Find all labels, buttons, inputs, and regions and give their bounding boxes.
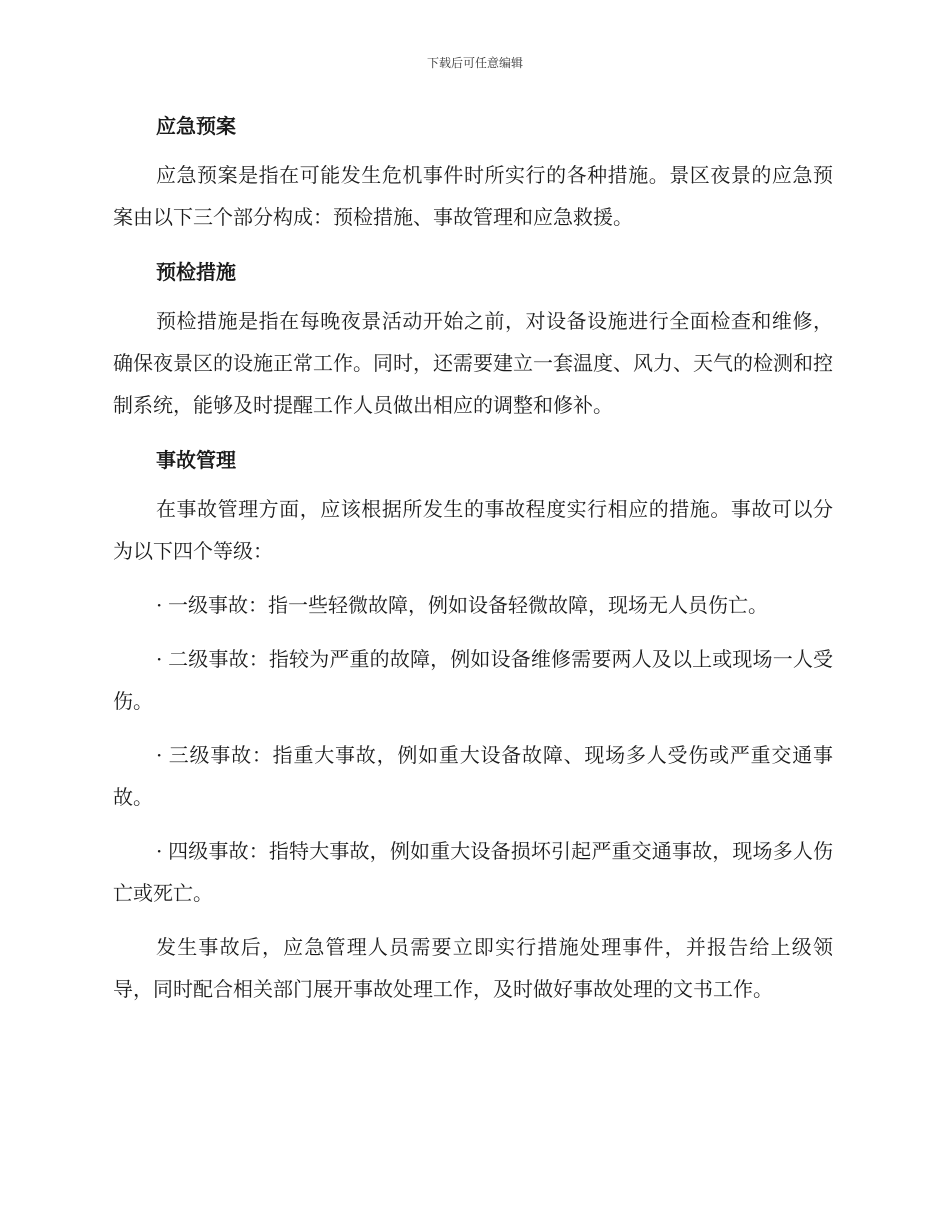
paragraph-pre-inspection: 预检措施是指在每晚夜景活动开始之前，对设备设施进行全面检查和维修，确保夜景区的设施正常工作。同时，还需要建立一套温度、风力、天气的检测和控制系统，能够及时提醒工作人员做出相应的调整和修补。 bbox=[113, 309, 833, 417]
list-item-level-1 bbox=[113, 584, 833, 626]
paragraph-emergency-plan: 应急预案是指在可能发生危机事件时所实行的各种措施。景区夜景的应急预案由以下三个部分构成：预检措施、事故管理和应急救援。 bbox=[113, 163, 833, 229]
list-item-level-2 bbox=[113, 638, 833, 722]
document-body bbox=[113, 104, 833, 1022]
bullet-icon: · bbox=[156, 593, 163, 617]
paragraph-accident-closing: 发生事故后，应急管理人员需要立即实行措施处理事件，并报告给上级领导，同时配合相关部门展开事故处理工作，及时做好事故处理的文书工作。 bbox=[113, 935, 833, 1001]
bullet-icon: · bbox=[156, 743, 163, 767]
page-header: 下载后可任意编辑 bbox=[426, 56, 523, 70]
list-item-level-3 bbox=[113, 734, 833, 818]
list-item-text: 二级事故：指较为严重的故障，例如设备维修需要两人及以上或现场一人受伤。 bbox=[113, 647, 833, 713]
section-heading-pre-inspection: 预检措施 bbox=[156, 260, 236, 284]
list-item-text: 三级事故：指重大事故，例如重大设备故障、现场多人受伤或严重交通事故。 bbox=[113, 743, 833, 809]
list-item-text: 四级事故：指特大事故，例如重大设备损坏引起严重交通事故，现场多人伤亡或死亡。 bbox=[113, 839, 833, 905]
section-heading-accident-management: 事故管理 bbox=[156, 448, 236, 472]
list-item-text: 一级事故：指一些轻微故障，例如设备轻微故障，现场无人员伤亡。 bbox=[168, 593, 768, 617]
bullet-icon: · bbox=[156, 839, 163, 863]
section-heading-emergency-plan: 应急预案 bbox=[156, 114, 236, 138]
list-item-level-4 bbox=[113, 830, 833, 914]
paragraph-accident-intro: 在事故管理方面，应该根据所发生的事故程度实行相应的措施。事故可以分为以下四个等级： bbox=[113, 497, 833, 563]
bullet-icon: · bbox=[156, 647, 163, 671]
